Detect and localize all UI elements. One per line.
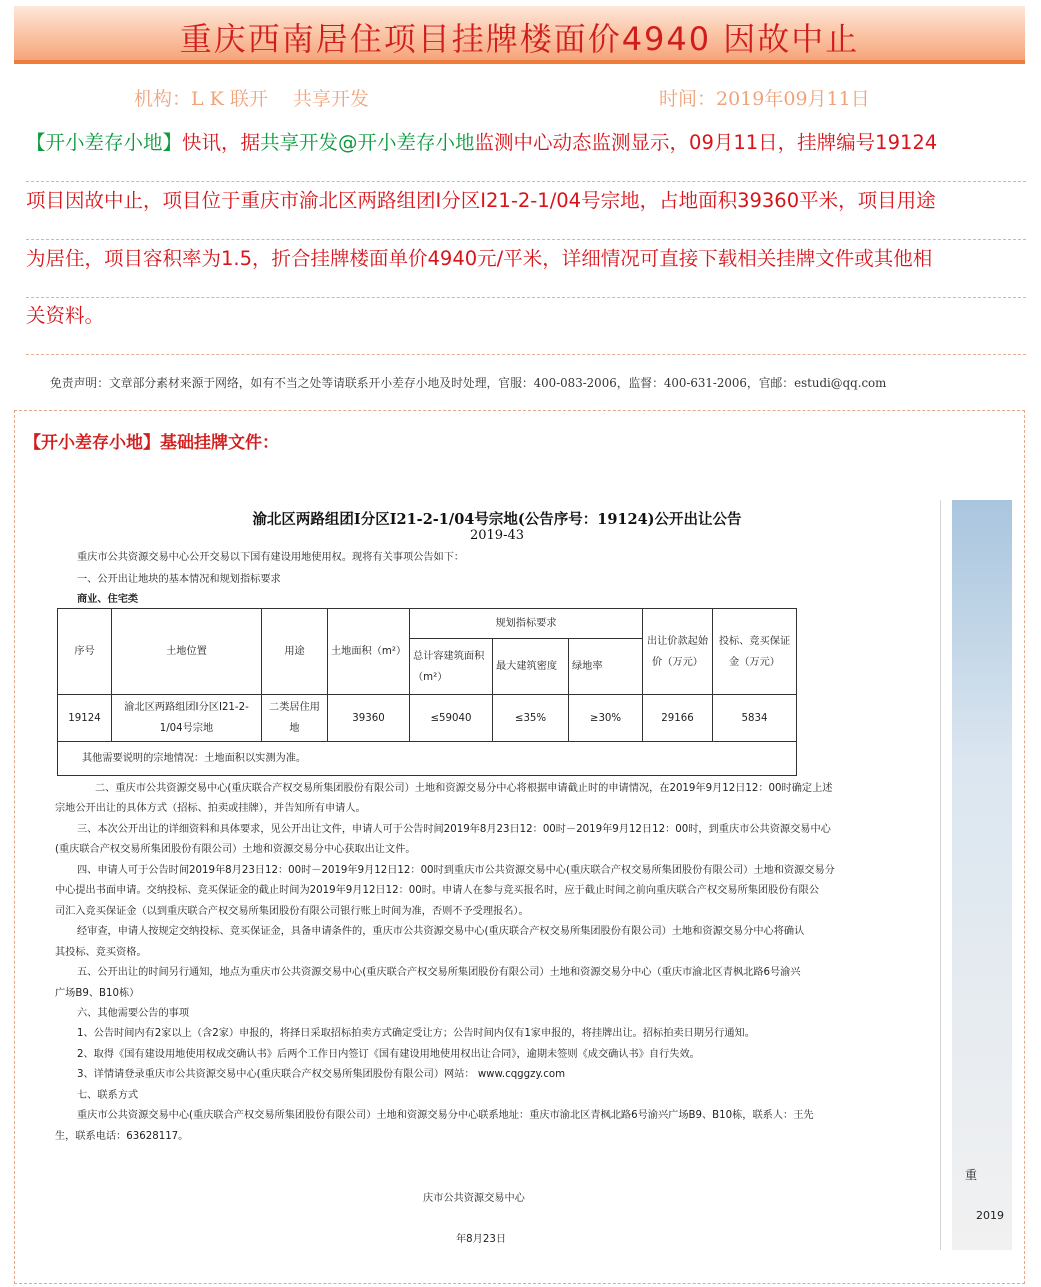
cell-location: 渝北区两路组团I分区I21-2-1/04号宗地 [112,695,262,742]
section-4-line-5: 其投标、竞买资格。 [55,947,147,958]
brand-tag: 【开小差存小地】 [26,131,183,154]
contact-line-1: 重庆市公共资源交易中心(重庆联合产权交易所集团股份有限公司）土地和资源交易分中心联系地址：重庆市渝北区青枫北路6号渝兴广场B9、B10栋，联系人：王先 [77,1110,814,1121]
th-density: 最大建筑密度 [493,639,569,695]
cell-far: ≤59040 [410,695,493,742]
title-banner [14,6,1025,64]
cell-green: ≥30% [569,695,643,742]
disclaimer: 免责声明：文章部分素材来源于网络，如有不当之处等请联系开小差存小地及时处理，官服：400-083-2006，监督：400-631-2006，官邮：estudi@qq.com [50,376,887,390]
cell-price: 29166 [643,695,713,742]
cell-density: ≤35% [493,695,569,742]
th-no: 序号 [58,609,112,695]
org-label: 机构：L K 联开 共享开发 [134,88,369,110]
section-3-line-2: (重庆联合产权交易所集团股份有限公司）土地和资源交易分中心获取出让文件。 [55,844,416,855]
news-line-2: 项目因故中止，项目位于重庆市渝北区两路组团I分区I21-2-1/04号宗地，占地面积39360平米，项目用途 [26,182,1026,240]
news-line-3: 为居住，项目容积率为1.5，折合挂牌楼面单价4940元/平米，详细情况可直接下载相关挂牌文件或其他相 [26,240,1026,298]
time-label: 时间：2019年09月11日 [659,88,870,110]
news-line-1: 【开小差存小地】快讯，据共享开发@开小差存小地监测中心动态监测显示，09月11日，挂牌编号19124 [26,124,1026,182]
table-row [58,695,797,742]
section-2-line-2: 宗地公开出让的具体方式（招标、拍卖或挂牌），并告知所有申请人。 [55,803,366,814]
th-area: 土地面积（m²） [328,609,410,695]
news-line-4: 关资料。 [26,297,1026,355]
land-table [57,608,797,776]
notice-number: 2019-43 [469,528,525,543]
land-category: 商业、住宅类 [77,594,139,605]
section-6-item-3: 3、详情请登录重庆市公共资源交易中心(重庆联合产权交易所集团股份有限公司）网站： www.cqggzy.com [77,1069,566,1080]
document-heading: 【开小差存小地】基础挂牌文件： [24,433,279,453]
signature-date: 年8月23日 [456,1234,507,1245]
notice-title: 渝北区两路组团I分区I21-2-1/04号宗地(公告序号：19124)公开出让公告 [252,511,742,528]
section-2-line-1: 二、重庆市公共资源交易中心(重庆联合产权交易所集团股份有限公司）土地和资源交易分中心将根据申请截止时的申请情况，在2019年9月12日12：00时确定上述 [95,783,833,794]
signature-org: 庆市公共资源交易中心 [423,1193,525,1204]
cell-area: 39360 [328,695,410,742]
section-3-line-1: 三、本次公开出让的详细资料和具体要求，见公开出让文件，申请人可于公告时间2019年8月23日12：00时－2019年9月12日12：00时，到重庆市公共资源交易中心 [77,824,831,835]
section-6-item-2: 2、取得《国有建设用地使用权成交确认书》后两个工作日内签订《国有建设用地使用权出让合同》，逾期未签则《成交确认书》自行失效。 [77,1049,700,1060]
th-location: 土地位置 [112,609,262,695]
cell-deposit: 5834 [713,695,797,742]
side-year: 2019 [976,1209,1004,1222]
cell-no: 19124 [58,695,112,742]
page-title: 重庆西南居住项目挂牌楼面价4940 因故中止 [179,20,860,58]
cell-use: 二类居住用地 [262,695,328,742]
th-deposit: 投标、竞买保证金（万元） [713,609,797,695]
section-4-line-2: 中心提出书面申请。交纳投标、竞买保证金的截止时间为2019年9月12日12：00时。申请人在参与竞买报名时，应于截止时间之前向重庆联合产权交易所集团股份有限公 [55,885,820,896]
th-start-price: 出让价款起始价（万元） [643,609,713,695]
section-4-line-4: 经审查，申请人按规定交纳投标、竞买保证金，具备申请条件的，重庆市公共资源交易中心(重庆联合产权交易所集团股份有限公司）土地和资源交易分中心将确认 [77,926,805,937]
th-use: 用途 [262,609,328,695]
section-6-item-1: 1、公告时间内有2家以上（含2家）申报的，将择日采取招标拍卖方式确定受让方；公告时间内仅有1家申报的，将挂牌出让。招标拍卖日期另行通知。 [77,1028,755,1039]
contact-line-2: 生，联系电话：63628117。 [55,1131,189,1142]
section-6-title: 六、其他需要公告的事项 [77,1008,190,1019]
notice-intro: 重庆市公共资源交易中心公开交易以下国有建设用地使用权。现将有关事项公告如下： [77,552,465,563]
section-5-line-2: 广场B9、B10栋） [55,988,140,999]
section-4-line-1: 四、申请人可于公告时间2019年8月23日12：00时－2019年9月12日12：00时到重庆市公共资源交易中心(重庆联合产权交易所集团股份有限公司）土地和资源交易分 [77,865,835,876]
section-1-title: 一、公开出让地块的基本情况和规划指标要求 [77,574,281,585]
section-7-title: 七、联系方式 [77,1090,139,1101]
side-char: 重 [965,1168,978,1182]
brand-link[interactable]: 共享开发@开小差存小地 [260,131,475,154]
th-planning: 规划指标要求 [410,609,643,639]
table-note: 其他需要说明的宗地情况：土地面积以实测为准。 [58,742,797,776]
th-green: 绿地率 [569,639,643,695]
section-5-line-1: 五、公开出让的时间另行通知，地点为重庆市公共资源交易中心(重庆联合产权交易所集团股份有限公司）土地和资源交易分中心（重庆市渝北区青枫北路6号渝兴 [77,967,801,978]
th-far: 总计容建筑面积（m²） [410,639,493,695]
section-4-line-3: 司汇入竞买保证金（以到重庆联合产权交易所集团股份有限公司银行账上时间为准，否则不予受理报名）。 [55,906,529,917]
divider [940,500,941,1250]
side-scroll-panel[interactable] [952,500,1012,1250]
